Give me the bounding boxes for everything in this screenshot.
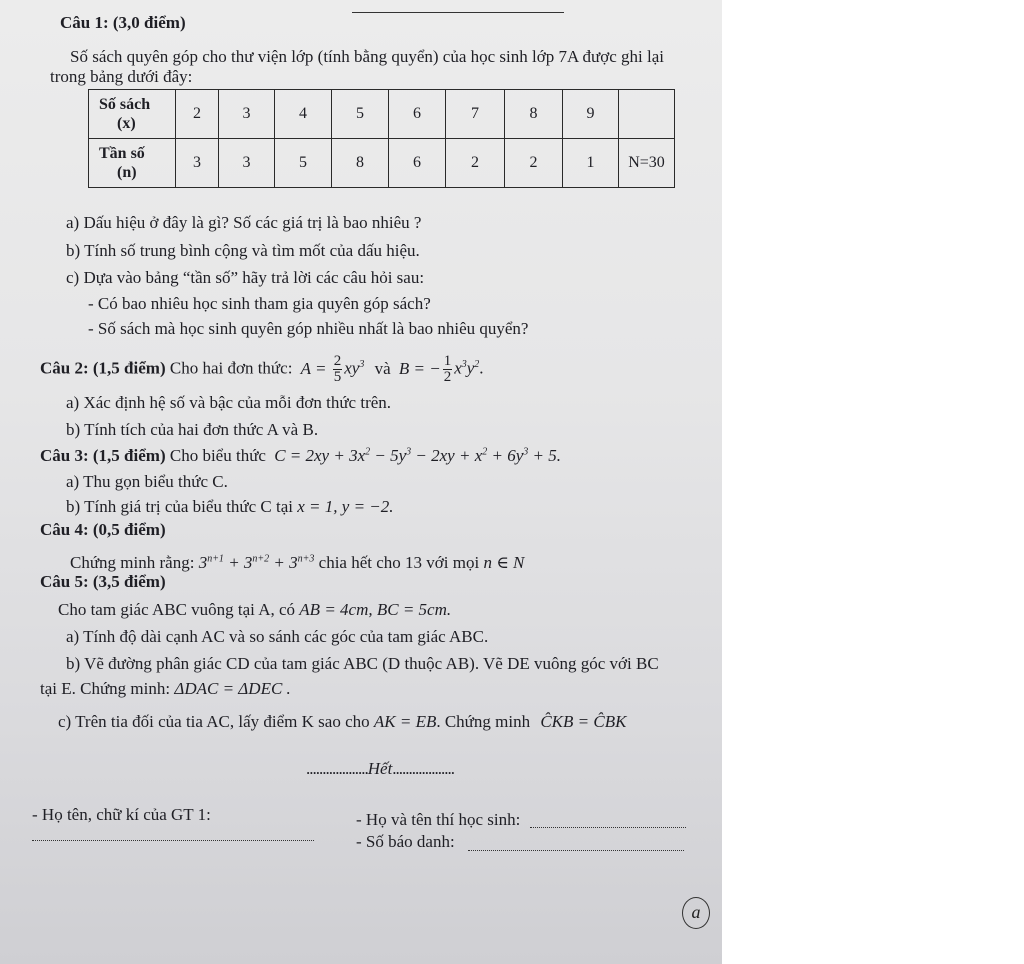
- table-row: [89, 139, 675, 188]
- q2-part-a: a) Xác định hệ số và bậc của mỗi đơn thức trên.: [66, 393, 392, 412]
- table-cell: 2: [505, 139, 563, 188]
- table-header-x: Số sách (x): [89, 90, 176, 139]
- signature-line-student: [530, 827, 686, 828]
- q5-part-c: c) Trên tia đối của tia AC, lấy điểm K sao cho AK = EB. Chứng minh ĈKB = ĈBK: [58, 712, 627, 731]
- table-cell: 6: [389, 139, 446, 188]
- q1-part-b: b) Tính số trung bình cộng và tìm mốt của dấu hiệu.: [66, 241, 420, 260]
- table-cell: 2: [446, 139, 505, 188]
- signature-line-sbd: [468, 850, 684, 851]
- q1-part-a: a) Dấu hiệu ở đây là gì? Số các giá trị là bao nhiêu ?: [66, 213, 422, 232]
- q2-statement: Câu 2: (1,5 điểm) Cho hai đơn thức: A = $\frac{2}{5}$ $xy^3$ và B = − $\frac{1}{2}$ $x^3y^2$.: [40, 353, 484, 386]
- table-cell-total: N=30: [619, 139, 675, 188]
- q3-part-b: b) Tính giá trị của biểu thức C tại x = 1, y = −2.: [66, 497, 394, 516]
- q1-intro-line1: Số sách quyên góp cho thư viện lớp (tính bằng quyển) của học sinh lớp 7A được ghi lại: [70, 47, 665, 66]
- table-cell: 3: [219, 90, 275, 139]
- table-cell: 3: [219, 139, 275, 188]
- q3-part-a: a) Thu gọn biểu thức C.: [66, 472, 228, 491]
- table-cell: 5: [332, 90, 389, 139]
- q1-intro-line2: trong bảng dưới đây:: [50, 67, 193, 86]
- table-cell: [619, 90, 675, 139]
- table-row: [89, 90, 675, 139]
- handwritten-mark: a: [682, 897, 710, 929]
- table-cell: 5: [275, 139, 332, 188]
- q1-title: Câu 1: (3,0 điểm): [60, 13, 186, 32]
- footer-student-name: - Họ và tên thí học sinh:: [356, 810, 521, 829]
- q5-part-b-line1: b) Vẽ đường phân giác CD của tam giác ABC (D thuộc AB). Vẽ DE vuông góc với BC: [66, 654, 659, 673]
- q1-part-c: c) Dựa vào bảng “tần số” hãy trả lời các câu hỏi sau:: [66, 268, 425, 287]
- top-rule: [352, 12, 564, 13]
- q5-part-a: a) Tính độ dài cạnh AC và so sánh các góc của tam giác ABC.: [66, 627, 489, 646]
- q5-part-b-line2: tại E. Chứng minh: ΔDAC = ΔDEC .: [40, 679, 291, 698]
- q5-intro: Cho tam giác ABC vuông tại A, có AB = 4cm, BC = 5cm.: [58, 600, 452, 619]
- footer-gt1: - Họ tên, chữ kí của GT 1:: [32, 805, 211, 824]
- end-marker: ...................Hết...................: [306, 759, 455, 778]
- table-cell: 6: [389, 90, 446, 139]
- footer-sbd: - Số báo danh:: [356, 832, 455, 851]
- table-cell: 4: [275, 90, 332, 139]
- signature-line-gt1: [32, 840, 314, 841]
- table-header-n: Tần số (n): [89, 139, 176, 188]
- fraction-2-5: $\frac{2}{5}$: [333, 353, 342, 386]
- table-cell: 8: [505, 90, 563, 139]
- q2-part-b: b) Tính tích của hai đơn thức A và B.: [66, 420, 319, 439]
- q4-title: Câu 4: (0,5 điểm): [40, 520, 166, 539]
- table-cell: 3: [176, 139, 219, 188]
- q5-title: Câu 5: (3,5 điểm): [40, 572, 166, 591]
- table-cell: 8: [332, 139, 389, 188]
- table-cell: 9: [563, 90, 619, 139]
- q1-part-c2: - Số sách mà học sinh quyên góp nhiều nhất là bao nhiêu quyển?: [88, 319, 529, 338]
- q4-statement: Chứng minh rằng: $3^{n+1} + 3^{n+2} + 3^{n+3}$ chia hết cho 13 với mọi n ∈ N: [70, 553, 525, 572]
- table-cell: 1: [563, 139, 619, 188]
- fraction-1-2: $\frac{1}{2}$: [443, 353, 452, 386]
- q1-part-c1: - Có bao nhiêu học sinh tham gia quyên góp sách?: [88, 294, 431, 313]
- q3-statement: Câu 3: (1,5 điểm) Cho biểu thức $C = 2xy + 3x^2 - 5y^3 - 2xy + x^2 + 6y^3 + 5$.: [40, 446, 562, 465]
- table-cell: 7: [446, 90, 505, 139]
- frequency-table: [88, 89, 675, 188]
- table-cell: 2: [176, 90, 219, 139]
